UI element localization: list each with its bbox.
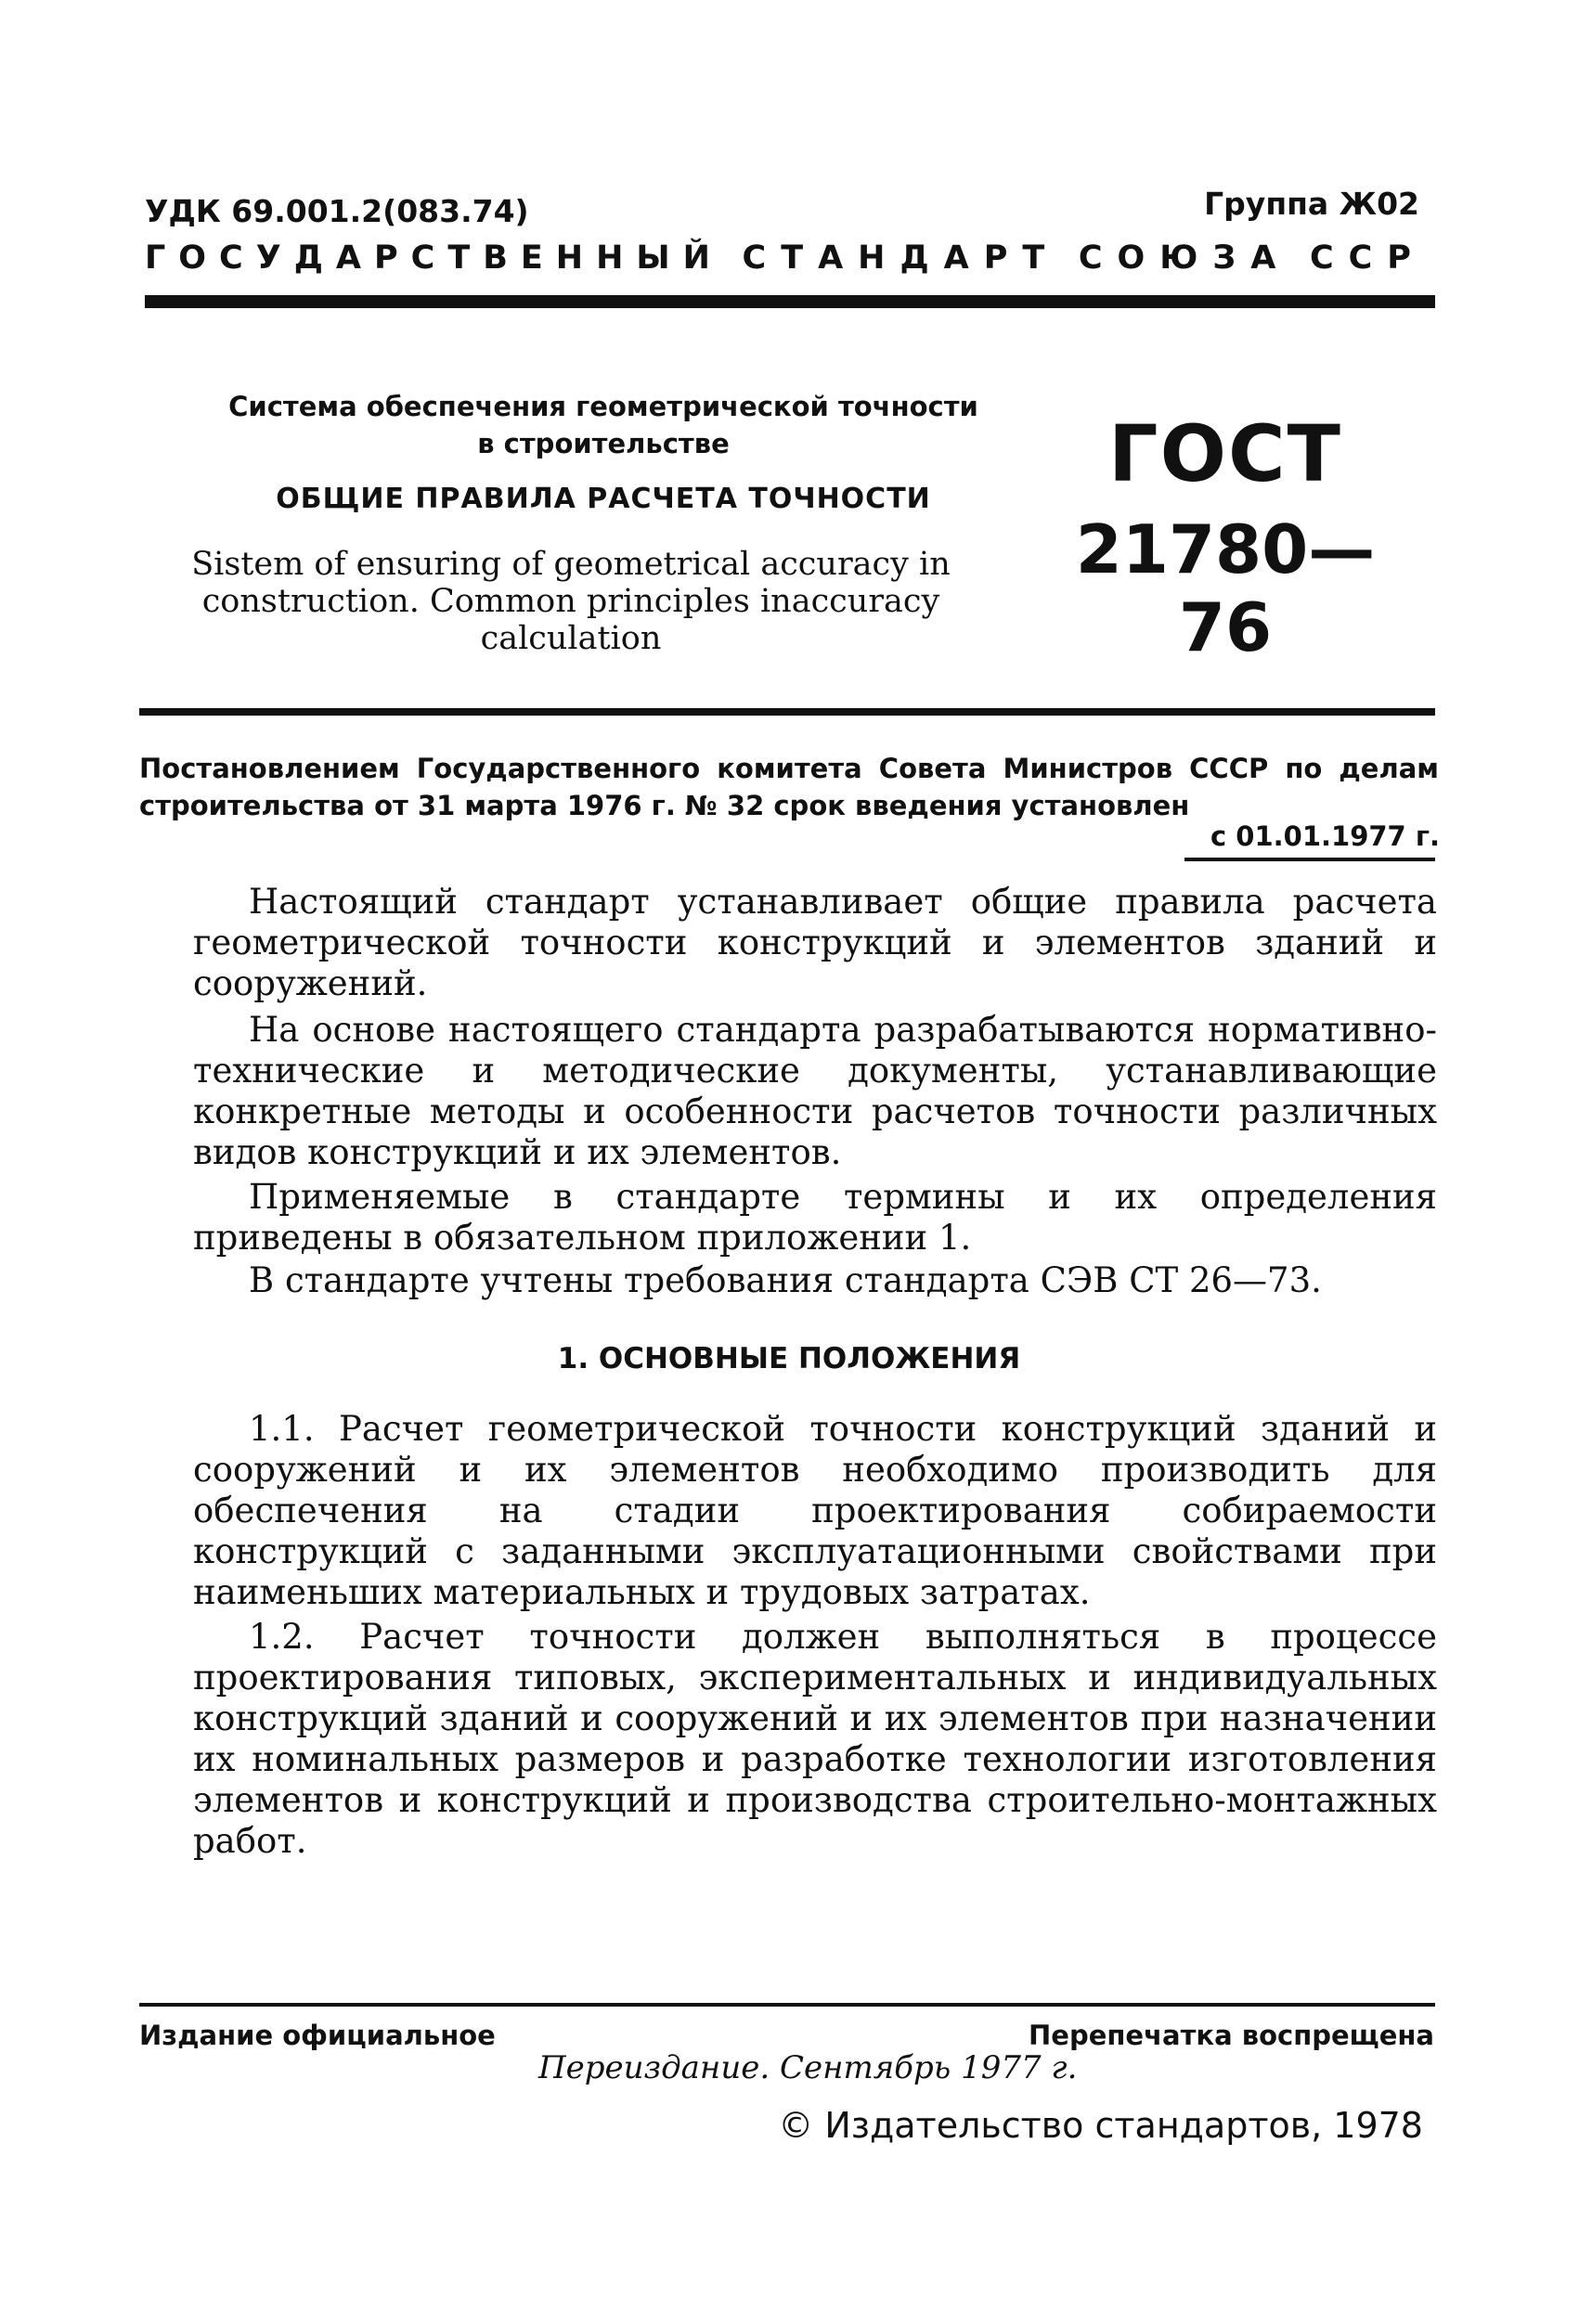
group-code: Группа Ж02 [1204,186,1419,222]
decree-body: Постановлением Государственного комитета Совета Министров СССР по делам строительства от 31 марта 1976 г. № 32 срок введения установлен [139,753,1439,821]
official-edition: Издание официальное [139,2020,496,2051]
english-title-line1: Sistem of ensuring of geometrical accuracy in [191,546,951,583]
date-underline [1184,858,1435,861]
title-divider [139,708,1435,716]
banner-word-union: СОЮЗА [1078,239,1291,277]
clause-1-2 [193,1617,1437,1862]
intro-p3-text: Применяемые в стандарте термины и их определения приведены в обязательном приложении 1. [193,1177,1437,1258]
intro-paragraph-1 [193,882,1437,1004]
banner-word-ssr: ССР [1309,239,1426,277]
english-title [121,546,1021,657]
clause-1-2-text: 1.2. Расчет точности должен выполняться в процессе проектирования типовых, экспериментальных и индивидуальных конструкций зданий и сооружений и их элементов при назначении их номинальных размеров и разработке технологии изготовления элементов и конструкций и производства строительно-монтажных работ. [193,1617,1437,1861]
system-title [186,388,1021,462]
state-standard-banner [145,239,1426,277]
udk-code: УДК 69.001.2(083.74) [145,193,529,229]
effective-date: с 01.01.1977 г. [1210,820,1440,852]
banner-word-state: ГОСУДАРСТВЕННЫЙ [145,239,723,277]
system-title-line2: в строительстве [477,428,730,459]
gost-label: ГОСТ [1108,408,1342,499]
gost-number: 21780—76 [1075,510,1376,666]
system-title-line1: Система обеспечения геометрической точности [228,391,978,422]
footer-divider [139,2003,1435,2007]
header-divider [145,295,1435,308]
decree-text [139,750,1439,824]
reissue-note: Переиздание. Сентябрь 1977 г. [538,2049,1078,2086]
section-heading: 1. ОСНОВНЫЕ ПОЛОЖЕНИЯ [557,1342,1021,1375]
intro-paragraph-2 [193,1010,1437,1173]
english-title-line2: construction. Common principles inaccuracy calculation [201,583,940,657]
intro-p2-text: На основе настоящего стандарта разрабатываются нормативно-технические и методические документы, устанавливающие конкретные методы и особенности расчетов точности различных видов конструкций и их элементов. [193,1010,1437,1172]
publisher-copyright: © Издательство стандартов, 1978 [778,2105,1423,2146]
intro-p1-text: Настоящий стандарт устанавливает общие правила расчета геометрической точности конструкций и элементов зданий и сооружений. [193,882,1437,1003]
clause-1-1-text: 1.1. Расчет геометрической точности конструкций зданий и сооружений и их элементов необходимо производить для обеспечения на стадии проектирования собираемости конструкций с заданными эксплуатационными свойствами при наименьших материальных и трудовых затратах. [193,1409,1437,1612]
intro-paragraph-4 [193,1260,1437,1301]
clause-1-1 [193,1409,1437,1613]
intro-p4-text: В стандарте учтены требования стандарта СЭВ СТ 26—73. [249,1260,1322,1300]
reprint-forbidden: Перепечатка воспрещена [1029,2020,1434,2051]
intro-paragraph-3 [193,1177,1437,1259]
rules-title: ОБЩИЕ ПРАВИЛА РАСЧЕТА ТОЧНОСТИ [276,483,931,515]
banner-word-standard: СТАНДАРТ [742,239,1060,277]
